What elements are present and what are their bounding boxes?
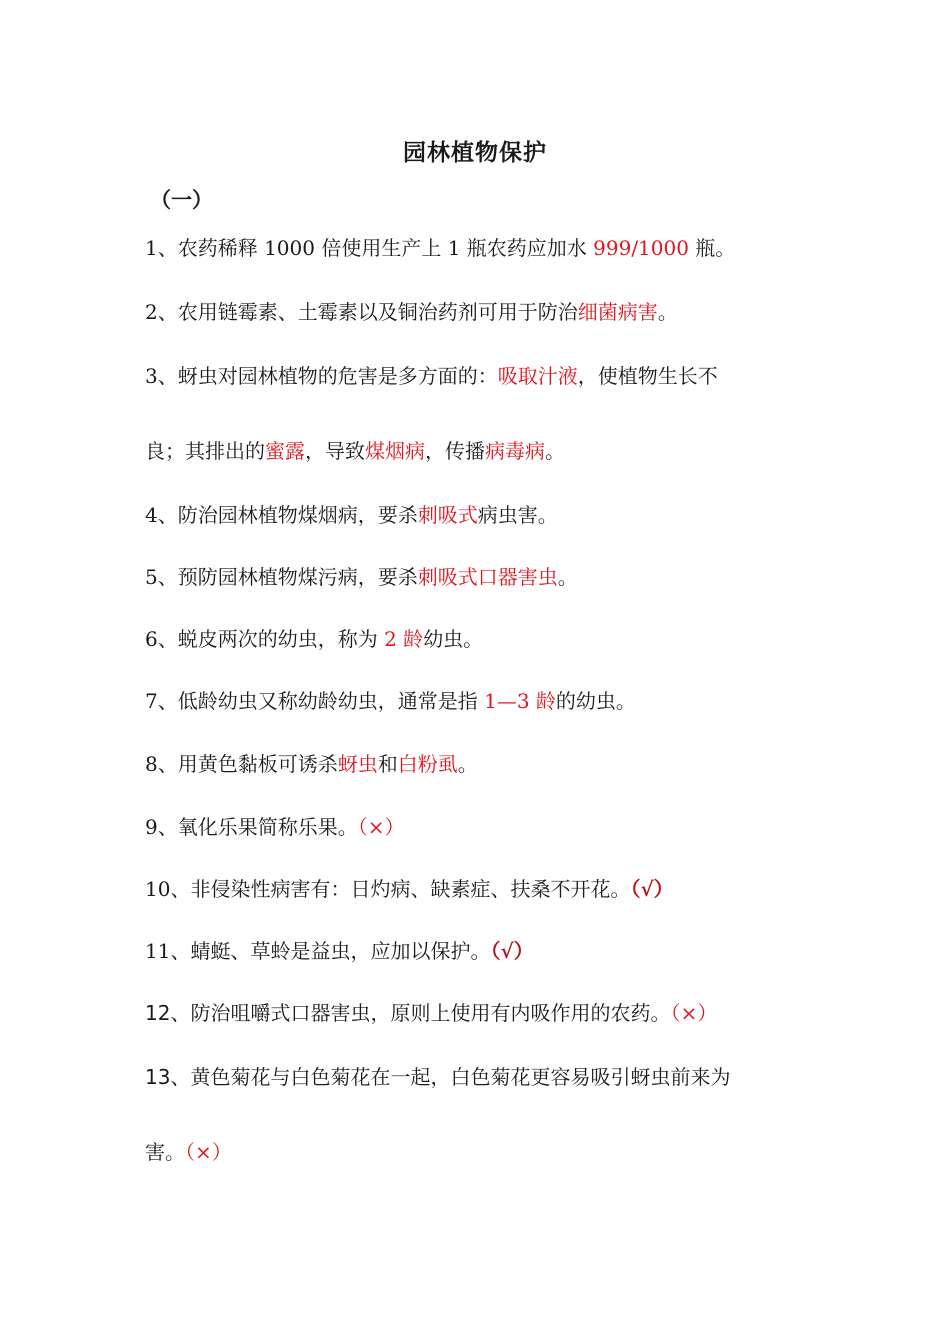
question-text: 。 bbox=[457, 752, 478, 776]
answer-mark: （×） bbox=[185, 1140, 232, 1164]
question-text: 。 bbox=[657, 300, 678, 324]
question-2 bbox=[145, 298, 678, 326]
question-text: 3、蚜虫对园林植物的危害是多方面的： bbox=[145, 364, 498, 388]
section-heading: （一） bbox=[150, 187, 213, 212]
question-1 bbox=[145, 234, 735, 262]
question-text: 、防治咀嚼式口器害虫，原则上使用有内吸作用的农药。 bbox=[170, 1001, 671, 1025]
question-12 bbox=[145, 999, 717, 1027]
question-text: 幼虫。 bbox=[423, 627, 484, 651]
question-8 bbox=[145, 750, 478, 778]
question-text: 病虫害。 bbox=[477, 503, 558, 527]
question-text: 4、防治园林植物煤烟病，要杀 bbox=[145, 503, 418, 527]
question-text: 瓶。 bbox=[688, 236, 736, 260]
question-text: ，导致 bbox=[305, 439, 365, 463]
question-13-continued bbox=[145, 1138, 232, 1166]
question-text: 9、氧化乐果简称乐果。 bbox=[145, 815, 358, 839]
question-7 bbox=[145, 687, 636, 715]
question-text: 11、蜻蜓、草蛉是益虫，应加以保护。 bbox=[145, 939, 491, 963]
question-text: 。 bbox=[557, 565, 578, 589]
question-text: ，使植物生长不 bbox=[577, 364, 718, 388]
question-3-continued bbox=[145, 437, 565, 465]
answer: 1—3 龄 bbox=[484, 689, 556, 713]
answer: 吸取汁液 bbox=[497, 364, 578, 388]
answer: 刺吸式 bbox=[417, 503, 478, 527]
question-11 bbox=[145, 937, 534, 965]
question-3 bbox=[145, 362, 718, 390]
answer: 病毒病 bbox=[485, 439, 545, 463]
answer-mark: （×） bbox=[670, 1001, 718, 1025]
question-text: 。 bbox=[545, 439, 565, 463]
question-text: 2、农用链霉素、土霉素以及铜治药剂可用于防治 bbox=[145, 300, 578, 324]
document-title: 园林植物保护 bbox=[403, 139, 547, 166]
question-text: 害。 bbox=[145, 1140, 185, 1164]
answer-mark: （√） bbox=[630, 877, 674, 901]
answer-mark: （×） bbox=[357, 815, 405, 839]
question-text: 和 bbox=[377, 752, 398, 776]
answer: 2 龄 bbox=[384, 627, 424, 651]
answer: 刺吸式口器害虫 bbox=[417, 565, 558, 589]
answer: 煤烟病 bbox=[365, 439, 425, 463]
answer: 蚜虫 bbox=[337, 752, 378, 776]
question-13 bbox=[145, 1063, 730, 1091]
question-4 bbox=[145, 501, 558, 529]
question-text: 6、蜕皮两次的幼虫，称为 bbox=[145, 627, 385, 651]
question-9 bbox=[145, 813, 405, 841]
answer: 白粉虱 bbox=[397, 752, 458, 776]
question-text: 7、低龄幼虫又称幼龄幼虫，通常是指 bbox=[145, 689, 485, 713]
question-text: 的幼虫。 bbox=[555, 689, 636, 713]
answer: 细菌病害 bbox=[577, 300, 658, 324]
question-text: ，传播 bbox=[425, 439, 485, 463]
question-10 bbox=[145, 875, 674, 903]
question-text: 良；其排出的 bbox=[145, 439, 265, 463]
question-text: 5、预防园林植物煤污病，要杀 bbox=[145, 565, 418, 589]
question-number: 12 bbox=[145, 1001, 171, 1025]
question-number: 13 bbox=[145, 1065, 171, 1089]
question-text: 、黄色菊花与白色菊花在一起，白色菊花更容易吸引蚜虫前来为 bbox=[170, 1065, 731, 1089]
question-text: 10、非侵染性病害有：日灼病、缺素症、扶桑不开花。 bbox=[145, 877, 631, 901]
question-text: 8、用黄色黏板可诱杀 bbox=[145, 752, 338, 776]
question-text: 1、农药稀释 1000 倍使用生产上 1 瓶农药应加水 bbox=[145, 236, 594, 260]
answer-mark: （√） bbox=[490, 939, 534, 963]
question-5 bbox=[145, 563, 578, 591]
question-6 bbox=[145, 625, 483, 653]
answer: 999/1000 bbox=[593, 236, 689, 260]
answer: 蜜露 bbox=[265, 439, 305, 463]
